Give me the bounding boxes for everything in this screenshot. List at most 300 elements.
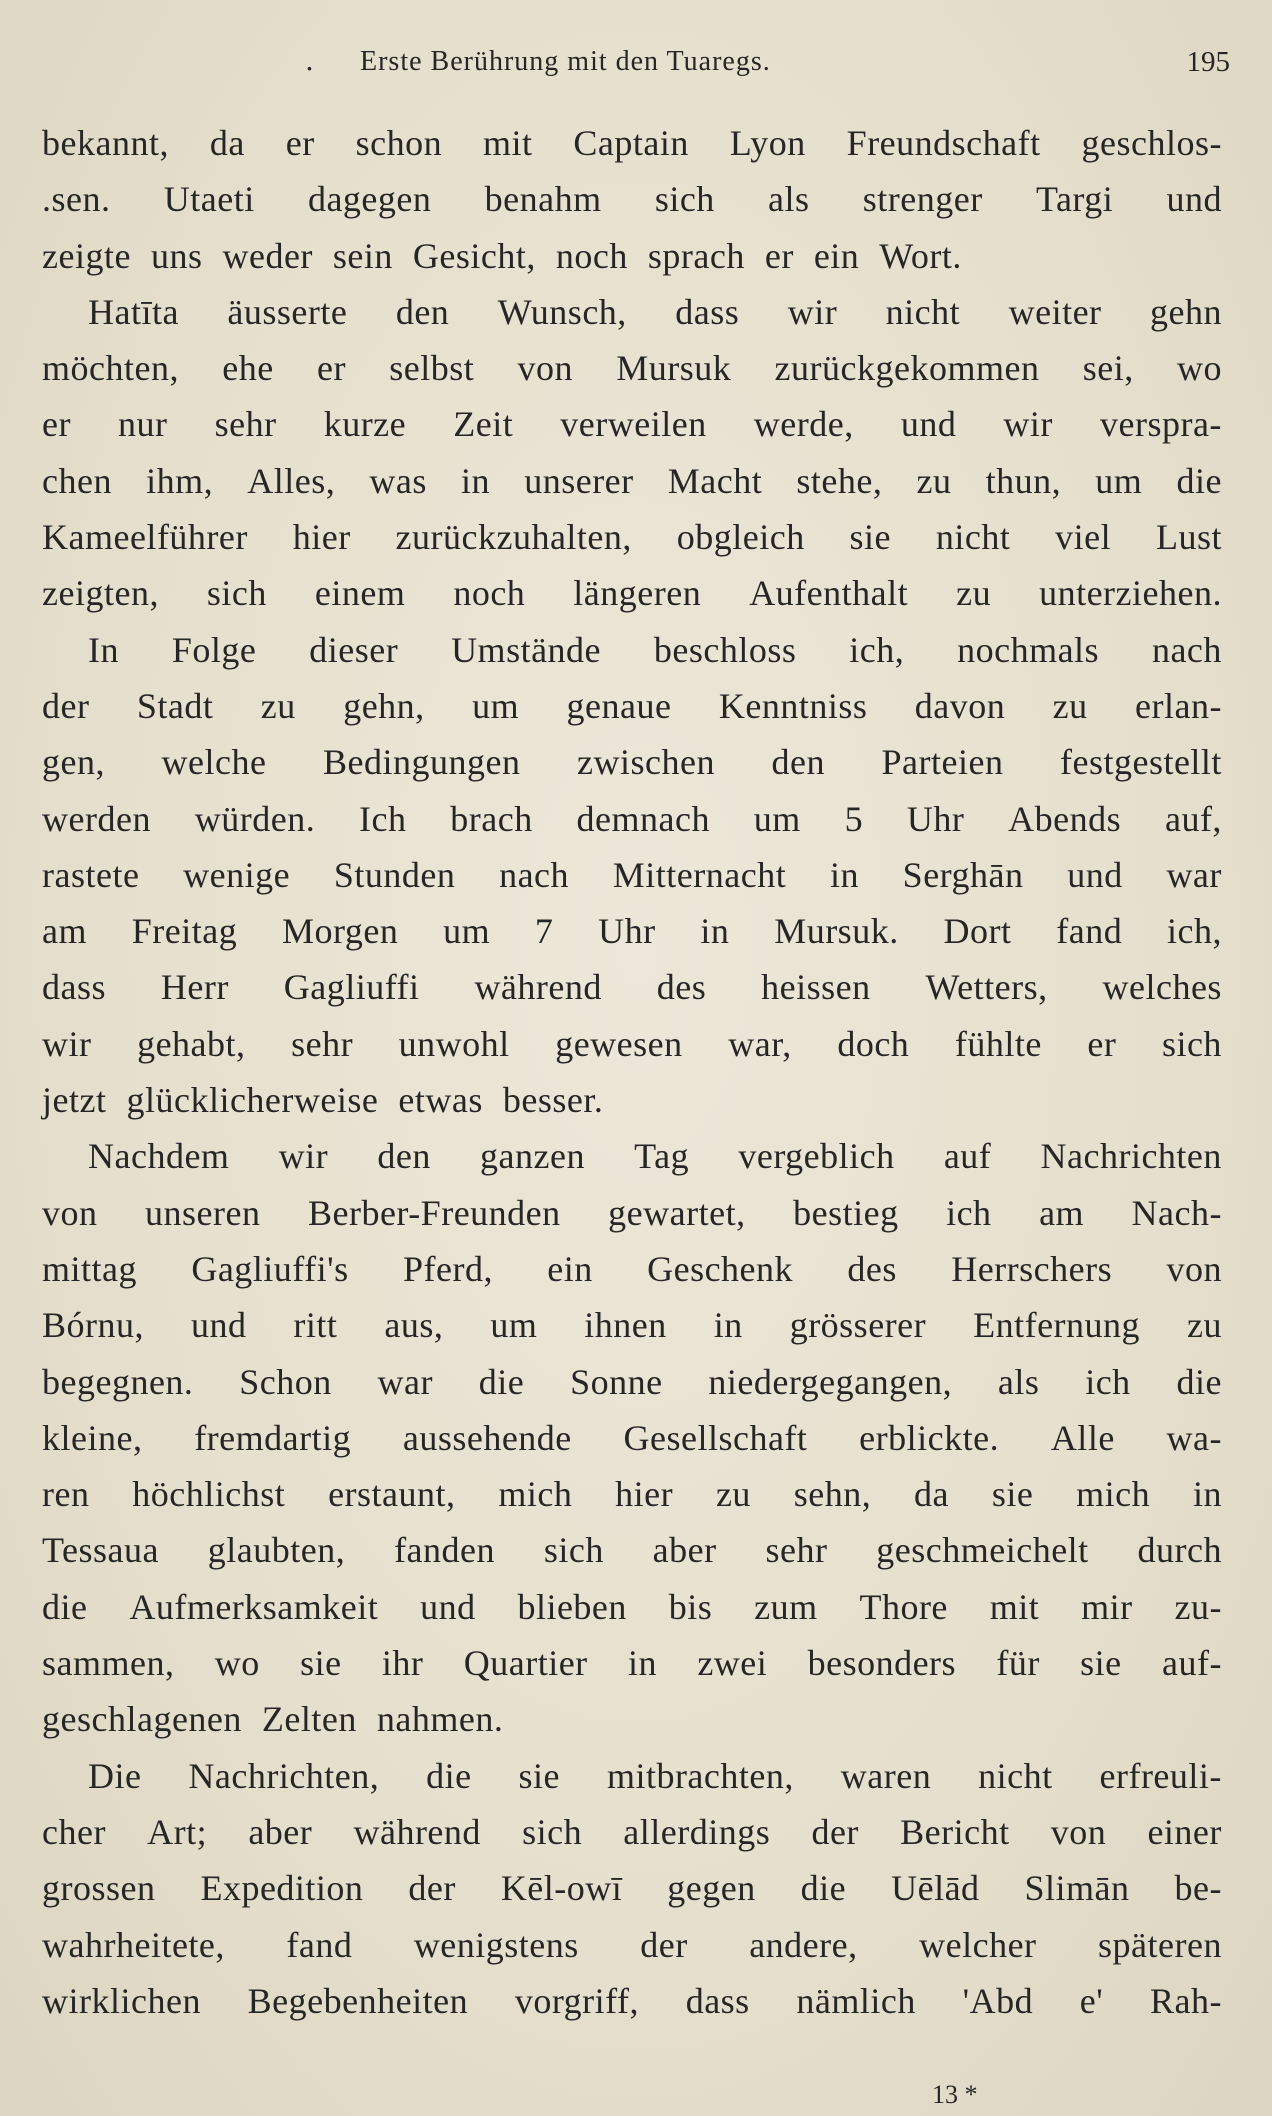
word: besser. (502, 1080, 604, 1121)
word: war (377, 1361, 433, 1402)
word: wenige (183, 854, 291, 895)
word: Utaeti (163, 179, 255, 220)
word: des (656, 967, 707, 1008)
word: ganzen (480, 1136, 585, 1177)
word: kleine, (42, 1417, 143, 1458)
word: fand (286, 1924, 353, 1965)
word: zurückzuhalten, (395, 517, 632, 558)
text-line (42, 734, 1222, 790)
text-line (42, 396, 1222, 452)
word: strenger (862, 179, 983, 220)
word: Dort (943, 911, 1012, 952)
word: nochmals (957, 629, 1100, 670)
word: Sonne (570, 1361, 663, 1402)
word: Gesicht, (412, 235, 536, 276)
text-line (42, 622, 1222, 678)
page-number: 195 (1186, 46, 1230, 78)
word: von (517, 348, 573, 389)
word: er (316, 348, 346, 389)
word: verweilen (560, 404, 707, 445)
word: er (764, 235, 794, 276)
word: unterziehen. (1039, 573, 1222, 614)
word: sehr (214, 404, 277, 445)
word: war, (728, 1023, 792, 1064)
word: erstaunt, (328, 1474, 456, 1515)
word: gehabt, (137, 1023, 246, 1064)
word: erblickte. (859, 1417, 1000, 1458)
word: sehn, (793, 1474, 872, 1515)
word: hier (292, 517, 351, 558)
word: e' (1079, 1980, 1104, 2021)
word: und (190, 1305, 247, 1346)
text-line (42, 1522, 1222, 1578)
word: gen, (42, 742, 105, 783)
word: den (771, 742, 825, 783)
word: sich (522, 1811, 583, 1852)
word: Quartier (463, 1643, 588, 1684)
word: Herrschers (951, 1248, 1113, 1289)
word: in (627, 1643, 657, 1684)
text-line (42, 171, 1222, 227)
word: Parteien (881, 742, 1004, 783)
word: in (829, 854, 859, 895)
word: Targi (1035, 179, 1114, 220)
word: sie (518, 1755, 561, 1796)
word: fanden (394, 1530, 496, 1571)
word: dass (675, 291, 740, 332)
text-line (42, 847, 1222, 903)
word: dagegen (307, 179, 432, 220)
word: wahrheitete, (42, 1924, 225, 1965)
text-line (42, 959, 1222, 1015)
word: mich (498, 1474, 573, 1515)
word: jetzt (42, 1080, 107, 1121)
word: nach (1151, 629, 1222, 670)
word: unserer (524, 460, 634, 501)
word: Schon (239, 1361, 332, 1402)
word: nämlich (796, 1980, 916, 2021)
text-line (42, 565, 1222, 621)
word: bestieg (793, 1192, 899, 1233)
word: auf, (1164, 798, 1222, 839)
word: sie (1080, 1643, 1122, 1684)
text-line (42, 1691, 1222, 1747)
word: Captain (573, 123, 689, 163)
word: vergeblich (738, 1136, 895, 1177)
word: zwischen (577, 742, 715, 783)
word: Folge (171, 629, 257, 670)
running-title: Erste Berührung mit den Tuaregs. (360, 46, 771, 77)
word: sich (543, 1530, 604, 1571)
text-line (42, 228, 1222, 284)
word: nicht (935, 517, 1011, 558)
word: Lust (1155, 517, 1222, 558)
word: ren (42, 1474, 90, 1515)
word: Slimān (1024, 1868, 1130, 1909)
word: erfreuli- (1099, 1755, 1222, 1796)
word: da (209, 123, 245, 163)
word: sein (332, 235, 393, 276)
word: Serghān (902, 854, 1024, 895)
word: Gagliuffi's (191, 1248, 349, 1289)
word: unseren (145, 1192, 261, 1233)
printer-signature: 13 * (932, 2080, 978, 2109)
word: dieser (309, 629, 399, 670)
word: am (42, 911, 87, 952)
word: ihnen (584, 1305, 667, 1346)
word: Tessaua (42, 1530, 159, 1571)
word: brach (450, 798, 533, 839)
word: der (42, 685, 90, 726)
text-line (42, 1917, 1222, 1973)
word: allerdings (623, 1811, 771, 1852)
word: Lyon (729, 123, 806, 163)
word: beschloss (653, 629, 797, 670)
word: ich, (1166, 911, 1222, 952)
word: ehe (222, 348, 274, 389)
word: Berber-Freunden (307, 1192, 561, 1233)
word: als (997, 1361, 1040, 1402)
word: Wetters, (925, 967, 1048, 1008)
word: Freundschaft (846, 123, 1041, 163)
word: zu (715, 1474, 751, 1515)
word: Zelten (261, 1699, 357, 1740)
text-line (42, 453, 1222, 509)
word: .sen. (42, 179, 111, 220)
word: noch (453, 573, 526, 614)
text-line (42, 1466, 1222, 1522)
word: geschlagenen (42, 1699, 242, 1740)
word: zurückgekommen (774, 348, 1040, 389)
word: bis (668, 1586, 713, 1627)
word: Uhr (906, 798, 965, 839)
word: doch (837, 1023, 910, 1064)
word: von (1166, 1248, 1222, 1289)
word: um (1095, 460, 1143, 501)
word: Umstände (451, 629, 602, 670)
word: möchten, (42, 348, 179, 389)
word: zu (1187, 1305, 1222, 1346)
word: ritt (293, 1305, 338, 1346)
word: zu (916, 460, 952, 501)
word: wir (42, 1023, 92, 1064)
word: als (768, 179, 810, 220)
word: äusserte (227, 291, 348, 332)
word: gewesen (555, 1023, 683, 1064)
word: die (800, 1868, 847, 1909)
word: er (1087, 1023, 1117, 1064)
word: die (1176, 1361, 1222, 1402)
word: vorgriff, (514, 1980, 639, 2021)
word: 5 (844, 798, 864, 839)
word: blieben (517, 1586, 627, 1627)
word: am (1039, 1192, 1085, 1233)
text-line (42, 1072, 1222, 1128)
word: späteren (1098, 1924, 1222, 1965)
word: be- (1174, 1868, 1222, 1909)
word: wa- (1166, 1417, 1222, 1458)
word: sehr (765, 1530, 828, 1571)
word: mitbrachten, (606, 1755, 794, 1796)
text-line (42, 340, 1222, 396)
word: aus, (384, 1305, 444, 1346)
word: nach (499, 854, 570, 895)
word: war (1166, 854, 1222, 895)
word: sich (206, 573, 267, 614)
word: da (914, 1474, 950, 1515)
word: obgleich (676, 517, 805, 558)
word: ein (813, 235, 860, 276)
word: Tag (634, 1136, 690, 1177)
word: zu (260, 685, 296, 726)
word: zeigte (42, 235, 131, 276)
word: Hatīta (88, 291, 179, 332)
word: wir (1003, 404, 1053, 445)
word: einer (1147, 1811, 1222, 1852)
word: werden (42, 798, 151, 839)
word: Macht (667, 460, 763, 501)
word: dass (685, 1980, 750, 2021)
word: gewartet, (608, 1192, 746, 1233)
word: um (443, 911, 491, 952)
word: mit (989, 1586, 1040, 1627)
word: den (395, 291, 450, 332)
word: gehn (1150, 291, 1222, 332)
word: sprach (647, 235, 745, 276)
word: Expedition (200, 1868, 364, 1909)
word: Alle (1050, 1417, 1115, 1458)
word: während (353, 1811, 481, 1852)
word: bekannt, (42, 123, 169, 163)
word: Uēlād (891, 1868, 980, 1909)
word: Nachrichten (1040, 1136, 1222, 1177)
word: erlan- (1135, 685, 1222, 726)
word: demnach (576, 798, 710, 839)
word: Herr (160, 967, 229, 1008)
word: wenigstens (413, 1924, 579, 1965)
word: fand (1056, 911, 1123, 952)
body-text (42, 115, 1222, 2029)
word: mittag (42, 1248, 137, 1289)
word: wo (1176, 348, 1222, 389)
word: rastete (42, 854, 140, 895)
word: viel (1055, 517, 1112, 558)
word: fremdartig (194, 1417, 352, 1458)
word: ich (1085, 1361, 1131, 1402)
word: zu- (1174, 1586, 1222, 1627)
word: wirklichen (42, 1980, 201, 2021)
word: aussehende (402, 1417, 572, 1458)
word: Begebenheiten (247, 1980, 469, 2021)
word: glaubten, (207, 1530, 346, 1571)
word: Aufenthalt (749, 573, 909, 614)
word: den (377, 1136, 431, 1177)
word: sich (1161, 1023, 1222, 1064)
word: von (1050, 1811, 1107, 1852)
word: 7 (534, 911, 554, 952)
word: und (420, 1586, 476, 1627)
word: ich (946, 1192, 992, 1233)
word: ihm, (146, 460, 214, 501)
text-line (42, 1973, 1222, 2029)
word: und (1067, 854, 1123, 895)
word: Uhr (598, 911, 656, 952)
word: Bericht (900, 1811, 1010, 1852)
text-line (42, 509, 1222, 565)
text-line (42, 1241, 1222, 1297)
word: in (700, 911, 730, 952)
text-line (42, 1297, 1222, 1353)
word: noch (555, 235, 628, 276)
word: genaue (566, 685, 672, 726)
text-line (42, 1354, 1222, 1410)
word: Pferd, (402, 1248, 493, 1289)
header-dot: . (305, 44, 314, 77)
word: zu (1052, 685, 1088, 726)
word: Stunden (333, 854, 456, 895)
text-line (42, 1748, 1222, 1804)
word: wo (214, 1643, 260, 1684)
word: In (88, 629, 119, 670)
word: unwohl (398, 1023, 510, 1064)
word: einem (314, 573, 406, 614)
word: chen (42, 460, 112, 501)
text-line (42, 903, 1222, 959)
word: des (847, 1248, 897, 1289)
word: aber (652, 1530, 717, 1571)
word: ihr (381, 1643, 424, 1684)
word: ein (547, 1248, 593, 1289)
word: heissen (761, 967, 871, 1008)
word: zeigten, (42, 573, 159, 614)
word: die (426, 1755, 472, 1796)
word: geschlos- (1081, 123, 1222, 163)
word: Entfernung (973, 1305, 1141, 1346)
word: die (42, 1586, 88, 1627)
word: weiter (1008, 291, 1102, 332)
word: fühlte (954, 1023, 1042, 1064)
word: grösserer (789, 1305, 927, 1346)
word: und (1166, 179, 1222, 220)
word: stehe, (796, 460, 883, 501)
text-line (42, 115, 1222, 171)
text-line (42, 1860, 1222, 1916)
word: sie (849, 517, 892, 558)
word: die (1176, 460, 1222, 501)
word: gegen (667, 1868, 756, 1909)
word: Wunsch, (497, 291, 627, 332)
word: Aufmerksamkeit (129, 1586, 379, 1627)
word: festgestellt (1059, 742, 1222, 783)
word: Freitag (131, 911, 238, 952)
word: der (408, 1868, 456, 1909)
word: Nachrichten, (188, 1755, 380, 1796)
word: Alles, (247, 460, 336, 501)
word: um (472, 685, 520, 726)
word: höchlichst (132, 1474, 286, 1515)
word: mir (1081, 1586, 1133, 1627)
word: wir (787, 291, 838, 332)
word: glücklicherweise (126, 1080, 379, 1121)
word: wir (278, 1136, 329, 1177)
word: der (811, 1811, 859, 1852)
word: Art; (147, 1811, 208, 1852)
word: Wort. (879, 235, 962, 276)
word: benahm (484, 179, 602, 220)
word: durch (1137, 1530, 1222, 1571)
word: Nachdem (88, 1136, 230, 1177)
word: waren (840, 1755, 932, 1796)
word: welches (1102, 967, 1222, 1008)
word: längeren (573, 573, 702, 614)
text-line (42, 1410, 1222, 1466)
word: grossen (42, 1868, 156, 1909)
word: sehr (291, 1023, 354, 1064)
word: gehn, (343, 685, 425, 726)
word: während (474, 967, 602, 1008)
word: in (713, 1305, 743, 1346)
word: er (285, 123, 315, 163)
word: 'Abd (962, 1980, 1034, 2021)
word: sammen, (42, 1643, 175, 1684)
word: Nach- (1131, 1192, 1222, 1233)
word: sich (654, 179, 715, 220)
word: in (1192, 1474, 1222, 1515)
word: dass (42, 967, 106, 1008)
word: welcher (919, 1924, 1037, 1965)
text-line (42, 1579, 1222, 1635)
word: verspra- (1099, 404, 1222, 445)
word: für (996, 1643, 1040, 1684)
word: Zeit (453, 404, 514, 445)
word: auf (943, 1136, 992, 1177)
word: Abends (1008, 798, 1122, 839)
text-line (42, 1635, 1222, 1691)
word: der (640, 1924, 688, 1965)
word: um (490, 1305, 538, 1346)
word: schon (355, 123, 443, 163)
word: Bórnu, (42, 1305, 144, 1346)
word: besonders (807, 1643, 957, 1684)
word: zum (754, 1586, 818, 1627)
word: in (461, 460, 491, 501)
word: was (369, 460, 427, 501)
word: die (478, 1361, 525, 1402)
word: von (42, 1192, 98, 1233)
word: andere, (749, 1924, 858, 1965)
text-line (42, 791, 1222, 847)
word: nahmen. (376, 1699, 504, 1740)
word: Mursuk. (774, 911, 899, 952)
word: selbst (389, 348, 475, 389)
text-line (42, 284, 1222, 340)
word: mich (1076, 1474, 1151, 1515)
word: um (753, 798, 801, 839)
word: zu (956, 573, 992, 614)
word: sie (300, 1643, 342, 1684)
word: kurze (323, 404, 407, 445)
word: ich, (849, 629, 905, 670)
word: Kēl-owī (500, 1868, 623, 1909)
word: davon (914, 685, 1006, 726)
word: etwas (398, 1080, 483, 1121)
word: weder (222, 235, 313, 276)
text-line (42, 1804, 1222, 1860)
word: Morgen (282, 911, 399, 952)
word: nicht (885, 291, 961, 332)
word: cher (42, 1811, 106, 1852)
word: Bedingungen (322, 742, 521, 783)
